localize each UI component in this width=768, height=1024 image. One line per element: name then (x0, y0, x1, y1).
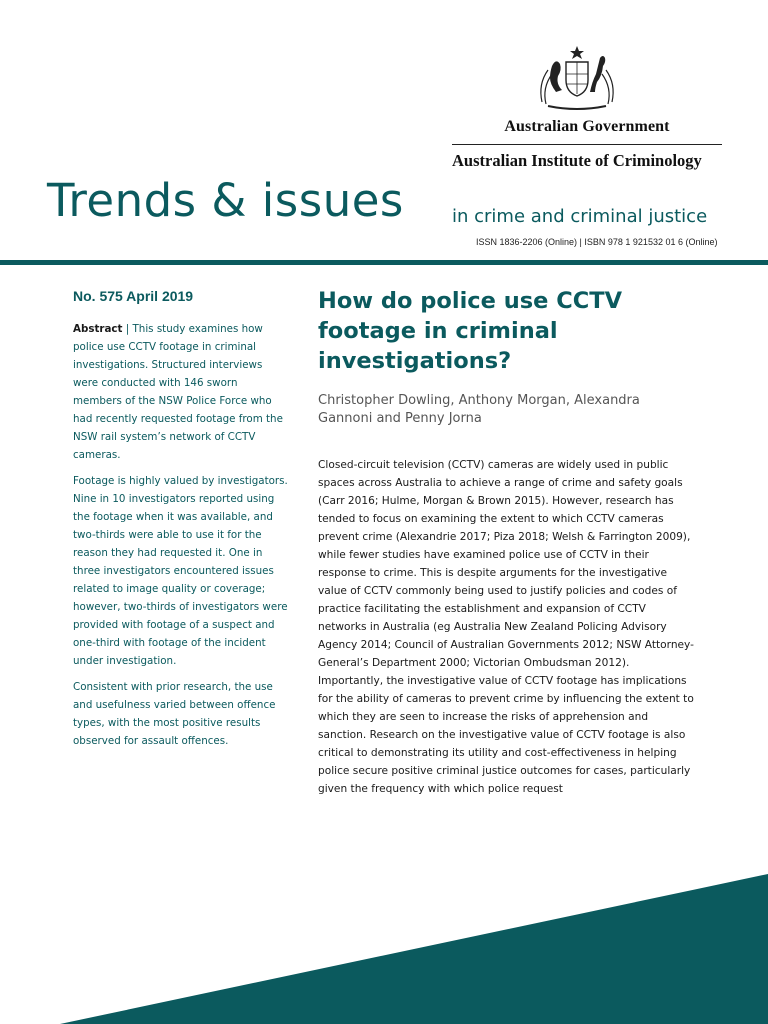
abstract-separator: | (125, 323, 130, 335)
abstract-paragraph-3: Consistent with prior research, the use and usefulness varied between offence types, with the most positive results observed for assault offences. (73, 681, 276, 747)
abstract-text-1: This study examines how police use CCTV footage in criminal investigations. Structured interviews were conducted with 146 sworn members of the NSW Police Force who had recently requested footage from the NSW rail system’s network of CCTV cameras. (73, 323, 283, 461)
institute-name: Australian Institute of Criminology (452, 151, 702, 170)
coat-of-arms-logo (534, 44, 620, 114)
series-title: Trends & issues (47, 174, 404, 227)
article-authors: Christopher Dowling, Anthony Morgan, Alexandra Gannoni and Penny Jorna (318, 393, 640, 426)
abstract-paragraph-1 (73, 320, 288, 464)
article-body: Closed-circuit television (CCTV) cameras are widely used in public spaces across Australia to achieve a range of crime and safety goals (Carr 2016; Hulme, Morgan & Brown 2015). However, research has tended to focus on examining the extent to which CCTV cameras prevent crime (Alexandrie 2017; Piza 2018; Welsh & Farrington 2009), while fewer studies have examined police use of CCTV in their response to crime. This is despite arguments for the investigative value of CCTV commonly being used to justify policies and codes of practice facilitating the establishment and expansion of CCTV networks in Australia (eg Australia New Zealand Policing Advisory Agency 2014; Council of Australian Governments 2012; NSW Attorney-General’s Department 2000; Victorian Ombudsman 2012). Importantly, the investigative value of CCTV footage has implications for the ability of cameras to prevent crime by influencing the extent to which they are seen to increase the risks of apprehension and sanction. Research on the investigative value of CCTV footage is also critical to demonstrating its utility and cost-effectiveness in helping police secure positive criminal justice outcomes for cases, particularly given the frequency with which police request (318, 459, 694, 795)
header-divider (0, 260, 768, 265)
series-subtitle: in crime and criminal justice (452, 206, 708, 227)
government-name: Australian Government (504, 118, 670, 135)
abstract-label: Abstract (73, 323, 123, 335)
article-title: How do police use CCTV footage in criminal investigations? (318, 288, 623, 374)
issue-number: No. 575 April 2019 (73, 288, 194, 304)
abstract-sidebar (73, 320, 288, 758)
government-branding (452, 118, 722, 171)
government-divider (452, 144, 722, 145)
abstract-paragraph-2: Footage is highly valued by investigators. Nine in 10 investigators reported using the footage when it was available, and two-thirds were able to use it for the reason they had requested it. One in three investigators encountered issues related to image quality or coverage; however, two-thirds of investigators were provided with footage of a suspect and one-third with footage of the incident under investigation. (73, 475, 288, 667)
decorative-corner-shape (0, 860, 768, 1024)
issn-line: ISSN 1836-2206 (Online) | ISBN 978 1 921532 01 6 (Online) (476, 237, 718, 247)
